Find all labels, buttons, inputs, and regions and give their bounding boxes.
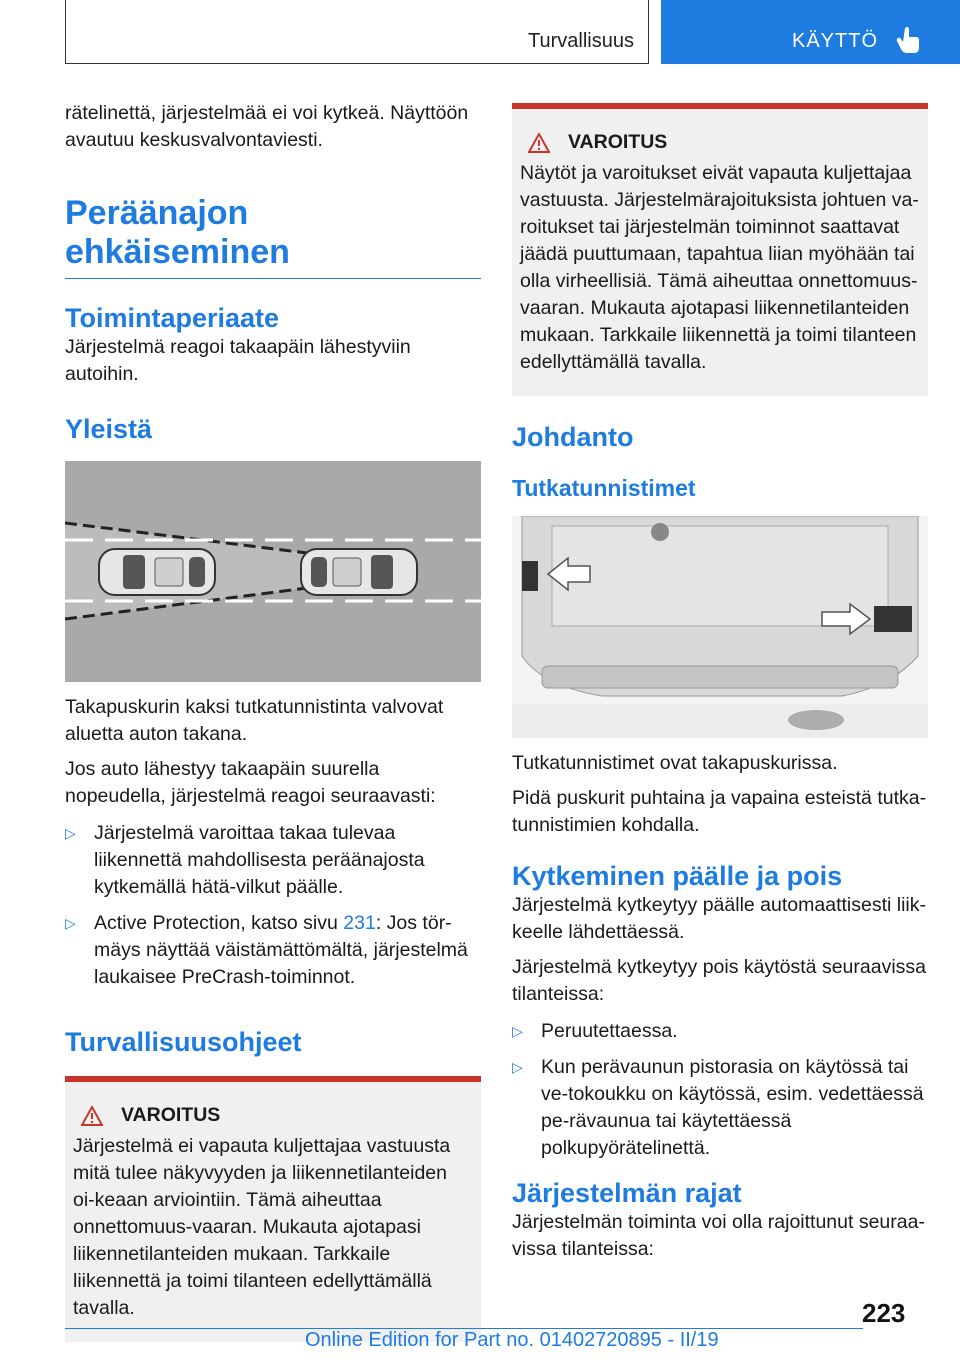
switch-on-text: Järjestelmä kytkeytyy päälle automaattisesti liik-keelle lähdettäessä.	[512, 894, 926, 943]
rear-bumper-illustration	[512, 516, 928, 738]
list-item: ▷ Peruutettaessa.	[512, 1018, 928, 1045]
heading-intro: Johdanto	[512, 422, 634, 452]
warning-title: VAROITUS	[568, 131, 668, 153]
bullet-triangle-icon: ▷	[65, 825, 76, 841]
warning-text: Järjestelmä ei vapauta kuljettajaa vastuusta mitä tulee näkyvyyden ja liikennetilanteiden oi-keaan arviointiin. Tämä aiheuttaa onnettomuus-vaaran. Mukauta ajotapasi liikennetilanteiden mukaan. Tarkkaile liikennettä ja toimi tilanteen edellyttämällä tavalla.	[73, 1135, 451, 1319]
warning-title: VAROITUS	[121, 1104, 221, 1126]
warning-triangle-icon	[81, 1106, 103, 1126]
list-item: ▷ Active Protection, katso sivu 231: Jos tör-mäys näyttää väistämättömältä, järjestelmä laukaisee PreCrash-toiminnot.	[65, 912, 468, 988]
heading-switch: Kytkeminen päälle ja pois	[512, 861, 843, 891]
warning-triangle-icon	[528, 133, 550, 153]
header-section-tab	[65, 0, 649, 64]
list-item: ▷ Järjestelmä varoittaa takaa tulevaa liikennettä mahdollisesta peräänajosta kytkemällä hätä-vilkut päälle.	[65, 822, 425, 898]
main-heading: Peräänajon ehkäiseminen	[65, 188, 481, 279]
heading-sensors: Tutkatunnistimet	[512, 475, 696, 501]
right-column	[512, 103, 928, 1271]
rear-collision-diagram	[65, 461, 481, 682]
heading-principle: Toimintaperiaate	[65, 303, 280, 333]
header-chapter-title: KÄYTTÖ	[792, 30, 879, 52]
warning-box	[512, 103, 928, 396]
footer-edition: Online Edition for Part no. 01402720895 - II/19	[305, 1329, 719, 1351]
bullet-triangle-icon: ▷	[512, 1023, 523, 1039]
warning-box	[65, 1076, 481, 1342]
caption-reaction: Jos auto lähestyy takaapäin suurella nopeudella, järjestelmä reagoi seuraavasti:	[65, 758, 436, 807]
following-car	[99, 549, 215, 595]
principle-text: Järjestelmä reagoi takaapäin lähestyviin autoihin.	[65, 336, 411, 385]
switch-off-text: Järjestelmä kytkeytyy pois käytöstä seuraavissa tilanteissa:	[512, 956, 926, 1005]
header-section-title: Turvallisuus	[528, 30, 634, 52]
heading-general: Yleistä	[65, 414, 153, 444]
left-column	[65, 100, 481, 1342]
sensor-clean-text: Pidä puskurit puhtaina ja vapaina esteistä tutka-tunnistimien kohdalla.	[512, 787, 927, 836]
heading-limits: Järjestelmän rajat	[512, 1178, 742, 1208]
heading-safety: Turvallisuusohjeet	[65, 1027, 302, 1057]
intro-text: rätelinettä, järjestelmää ei voi kytkeä. Näyttöön avautuu keskusvalvontaviesti.	[65, 102, 469, 151]
bullet-triangle-icon: ▷	[65, 915, 76, 931]
page-link[interactable]: 231	[343, 912, 376, 934]
limits-text: Järjestelmän toiminta voi olla rajoittunut seuraa-vissa tilanteissa:	[512, 1211, 925, 1260]
sensor-location-text: Tutkatunnistimet ovat takapuskurissa.	[512, 752, 838, 774]
warning-text: Näytöt ja varoitukset eivät vapauta kuljettajaa vastuusta. Järjestelmärajoituksista johtuen va-roitukset tai järjestelmän toiminnot saattavat jäädä puuttumaan, tapahtua liian myöhään tai olla virheellisiä. Tämä aiheuttaa onnettomuus-vaaran. Mukauta ajotapasi liikennetilanteiden mukaan. Tarkkaile liikennettä ja toimi tilanteen edellyttämällä tavalla.	[520, 162, 919, 373]
caption-sensors: Takapuskurin kaksi tutkatunnistinta valvovat aluetta auton takana.	[65, 696, 444, 745]
switch-off-list	[512, 1018, 928, 1162]
page-number: 223	[862, 1298, 906, 1328]
own-car	[301, 549, 417, 595]
bullet-triangle-icon: ▷	[512, 1059, 523, 1075]
reaction-list	[65, 820, 481, 991]
pointing-hand-icon	[896, 26, 922, 54]
list-item: ▷ Kun perävaunun pistorasia on käytössä tai ve-tokoukku on käytössä, esim. vedettäessä pe-rävaunua tai käytettäessä polkupyörätelinettä.	[512, 1056, 924, 1159]
